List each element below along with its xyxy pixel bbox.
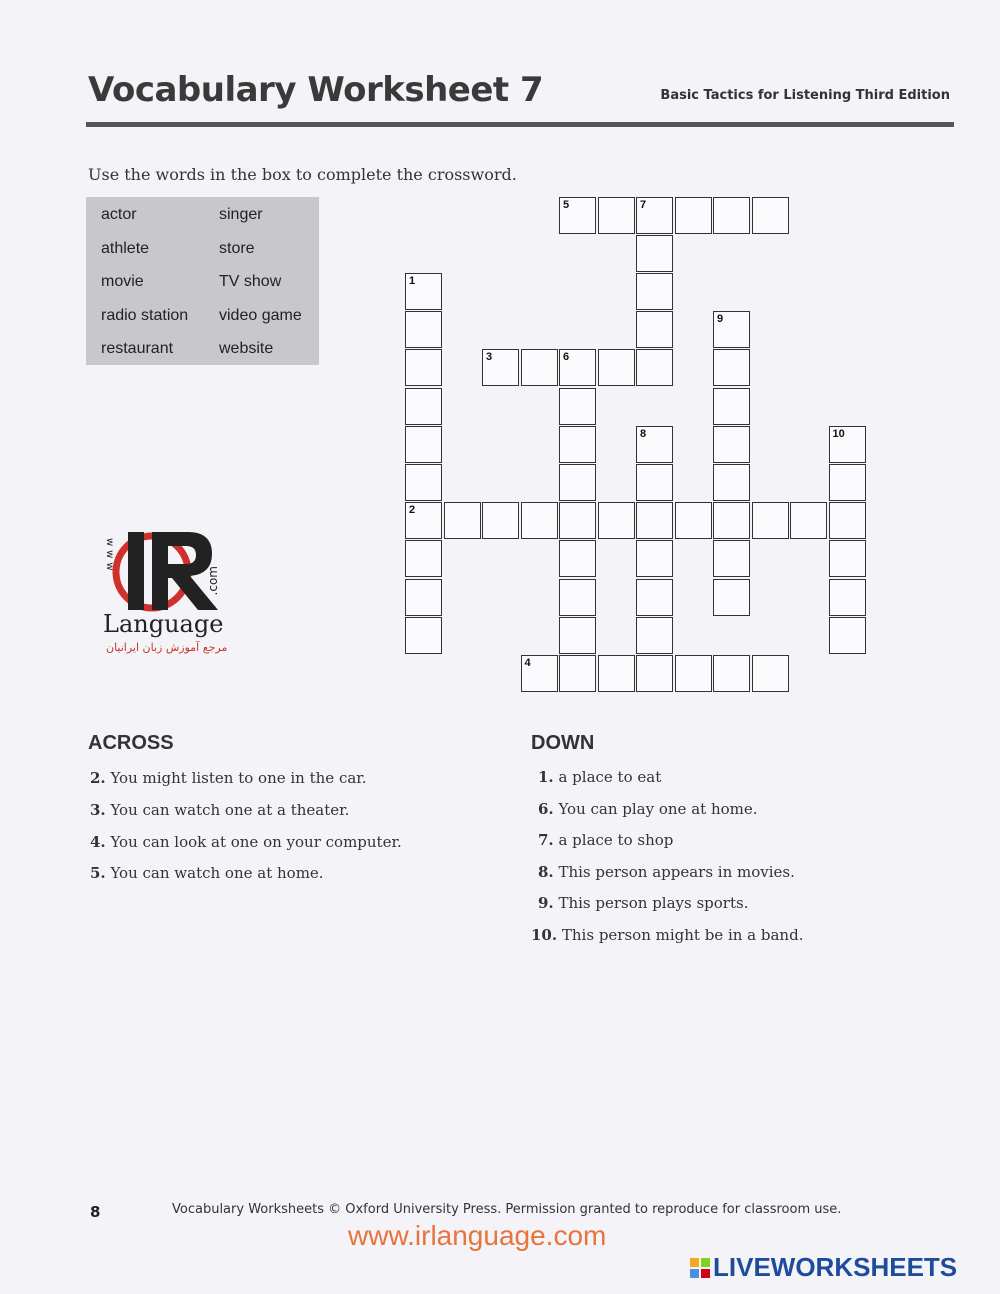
crossword-number: 6 <box>563 351 570 364</box>
crossword-cell[interactable] <box>598 197 635 234</box>
crossword-cell[interactable] <box>405 426 442 463</box>
crossword-cell[interactable] <box>829 579 866 616</box>
crossword-cell[interactable] <box>829 540 866 577</box>
clue-number: 8. <box>538 863 554 881</box>
across-clue-3 <box>90 801 349 819</box>
word-box-right-2: store <box>219 240 255 257</box>
word-box-left-5: restaurant <box>101 340 174 357</box>
crossword-cell[interactable] <box>713 197 750 234</box>
clue-text: This person might be in a band. <box>561 926 804 944</box>
crossword-cell[interactable] <box>713 655 750 692</box>
crossword-cell[interactable] <box>713 502 750 539</box>
crossword-cell[interactable] <box>598 349 635 386</box>
down-clue-8 <box>538 863 795 881</box>
crossword-number: 8 <box>640 427 647 440</box>
crossword-cell[interactable] <box>636 235 673 272</box>
clue-text: This person appears in movies. <box>558 863 795 881</box>
clue-text: You might listen to one in the car. <box>110 769 367 787</box>
instruction: Use the words in the box to complete the crossword. <box>88 165 517 184</box>
crossword-cell[interactable] <box>405 388 442 425</box>
worksheet-subtitle: Basic Tactics for Listening Third Edition <box>660 88 950 103</box>
clue-text: You can look at one on your computer. <box>110 833 402 851</box>
clue-number: 5. <box>90 864 106 882</box>
crossword-cell[interactable] <box>829 617 866 654</box>
title-rule <box>86 122 954 127</box>
clue-number: 4. <box>90 833 106 851</box>
crossword-cell[interactable] <box>521 349 558 386</box>
clue-number: 6. <box>538 800 554 818</box>
clue-number: 9. <box>538 894 554 912</box>
clue-text: You can watch one at a theater. <box>110 801 350 819</box>
clue-text: You can watch one at home. <box>110 864 324 882</box>
across-clue-4 <box>90 833 402 851</box>
down-clue-6 <box>538 800 758 818</box>
crossword-cell[interactable] <box>559 426 596 463</box>
clue-text: You can play one at home. <box>558 800 758 818</box>
crossword-cell[interactable] <box>636 617 673 654</box>
crossword-number: 3 <box>486 351 493 364</box>
crossword-cell[interactable] <box>559 655 596 692</box>
clue-text: This person plays sports. <box>558 894 749 912</box>
crossword-cell[interactable] <box>636 540 673 577</box>
crossword-number: 1 <box>409 275 416 287</box>
crossword-cell[interactable] <box>713 579 750 616</box>
clue-number: 3. <box>90 801 106 819</box>
crossword-cell[interactable] <box>713 464 750 501</box>
crossword-cell[interactable] <box>559 579 596 616</box>
crossword-cell[interactable] <box>752 197 789 234</box>
crossword-cell[interactable] <box>636 349 673 386</box>
word-box-right-1: singer <box>219 206 263 223</box>
crossword-number: 4 <box>524 657 531 669</box>
crossword-cell[interactable] <box>636 311 673 348</box>
crossword-cell[interactable] <box>444 502 481 539</box>
across-clue-2 <box>90 769 367 787</box>
crossword-cell[interactable] <box>405 311 442 348</box>
crossword-cell[interactable] <box>713 426 750 463</box>
word-box-right-5: website <box>219 340 274 357</box>
word-box-left-4: radio station <box>101 307 189 324</box>
crossword-number: 10 <box>832 427 845 440</box>
footer-site-link[interactable]: www.irlanguage.com <box>348 1220 607 1251</box>
clue-number: 7. <box>538 831 554 849</box>
word-box-right-4: video game <box>219 307 302 324</box>
logo-tagline: مرجع آموزش زبان ایرانیان <box>106 641 228 654</box>
crossword-cell[interactable] <box>405 579 442 616</box>
down-heading: DOWN <box>531 732 595 754</box>
crossword-cell[interactable] <box>559 617 596 654</box>
word-box-right-3: TV show <box>219 273 282 290</box>
crossword-number: 7 <box>640 198 647 211</box>
crossword-cell[interactable] <box>636 579 673 616</box>
crossword-number: 5 <box>563 198 570 211</box>
liveworksheets-label: LIVEWORKSHEETS <box>713 1252 958 1282</box>
worksheet-title: Vocabulary Worksheet 7 <box>88 70 544 110</box>
crossword-cell[interactable] <box>598 502 635 539</box>
clue-number: 1. <box>538 768 554 786</box>
word-box-left-1: actor <box>101 206 137 223</box>
crossword-cell[interactable] <box>482 502 519 539</box>
crossword-cell[interactable] <box>752 655 789 692</box>
crossword-cell[interactable] <box>636 502 673 539</box>
crossword-cell[interactable] <box>405 349 442 386</box>
crossword-number: 9 <box>717 313 724 326</box>
crossword-cell[interactable] <box>559 502 596 539</box>
crossword-cell[interactable] <box>405 464 442 501</box>
crossword-cell[interactable] <box>521 502 558 539</box>
clue-number: 10. <box>531 926 558 944</box>
crossword-cell[interactable] <box>405 617 442 654</box>
logo-side-text: www <box>104 538 115 575</box>
liveworksheets-icon <box>690 1258 710 1278</box>
crossword-cell[interactable] <box>675 502 712 539</box>
crossword-cell[interactable] <box>559 464 596 501</box>
crossword-cell[interactable] <box>598 655 635 692</box>
crossword-cell[interactable] <box>752 502 789 539</box>
down-clue-7 <box>538 831 673 849</box>
crossword-cell[interactable] <box>713 540 750 577</box>
across-clue-5 <box>90 864 324 882</box>
crossword-cell[interactable] <box>713 349 750 386</box>
crossword-cell[interactable] <box>636 464 673 501</box>
crossword-cell[interactable] <box>636 655 673 692</box>
clue-text: a place to shop <box>558 831 674 849</box>
logo-language: Language <box>103 610 224 638</box>
footer-page-number: 8 <box>90 1203 101 1221</box>
crossword-cell[interactable] <box>713 388 750 425</box>
across-heading: ACROSS <box>88 732 174 754</box>
footer-copyright: Vocabulary Worksheets © Oxford University Press. Permission granted to reproduce for classroom use. <box>172 1202 842 1217</box>
clue-number: 2. <box>90 769 106 787</box>
crossword-cell[interactable] <box>675 655 712 692</box>
down-clue-10 <box>531 926 803 944</box>
crossword-cell[interactable] <box>636 273 673 310</box>
logo-com-text: .com <box>206 566 220 596</box>
crossword-number: 2 <box>409 504 416 517</box>
crossword-cell[interactable] <box>829 464 866 501</box>
word-box-left-2: athlete <box>101 240 150 257</box>
crossword-cell[interactable] <box>790 502 827 539</box>
crossword-cell[interactable] <box>559 540 596 577</box>
down-clue-9 <box>538 894 748 912</box>
logo-letter-i <box>128 532 144 610</box>
crossword-cell[interactable] <box>675 197 712 234</box>
crossword-cell[interactable] <box>829 502 866 539</box>
crossword-cell[interactable] <box>559 388 596 425</box>
liveworksheets-brand[interactable] <box>690 1252 957 1283</box>
clue-text: a place to eat <box>558 768 662 786</box>
crossword-cell[interactable] <box>405 540 442 577</box>
word-box-left-3: movie <box>101 273 144 290</box>
down-clue-1 <box>538 768 661 786</box>
